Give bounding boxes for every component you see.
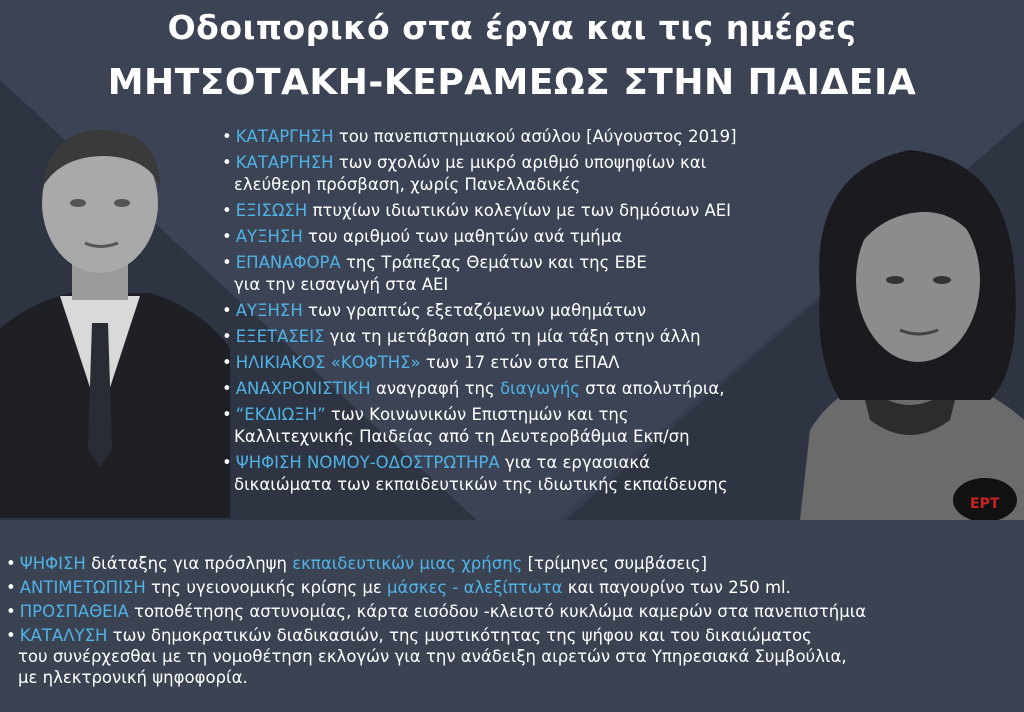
item-continuation: για την εισαγωγή στα ΑΕΙ bbox=[234, 275, 449, 294]
item-highlight: ΑΥΞΗΣΗ bbox=[235, 227, 303, 246]
item-highlight: ΕΠΑΝΑΦΟΡΑ bbox=[235, 253, 341, 272]
item-highlight: ΕΞΙΣΩΣΗ bbox=[235, 201, 308, 220]
item-text: του αριθμού των μαθητών ανά τμήμα bbox=[302, 227, 623, 246]
item-text: των 17 ετών στα ΕΠΑΛ bbox=[420, 353, 620, 372]
bullet-icon: • bbox=[222, 253, 232, 272]
list-item bbox=[6, 553, 1018, 574]
item-highlight: “ΕΚΔΙΩΞΗ” bbox=[235, 405, 326, 424]
item-text: του πανεπιστημιακού ασύλου [Αύγουστος 2019] bbox=[333, 127, 737, 146]
bottom-policy-list bbox=[6, 553, 1018, 691]
bullet-icon: • bbox=[6, 602, 16, 621]
svg-text:ΕΡΤ: ΕΡΤ bbox=[970, 496, 1000, 512]
bullet-icon: • bbox=[222, 127, 232, 146]
item-text: για τα εργασιακά bbox=[499, 453, 651, 472]
item-highlight: ΕΞΕΤΑΣΕΙΣ bbox=[235, 327, 325, 346]
item-highlight: ΑΥΞΗΣΗ bbox=[235, 301, 303, 320]
list-item bbox=[222, 300, 822, 322]
item-highlight: μάσκες - αλεξίπτωτα bbox=[387, 578, 563, 597]
list-item bbox=[222, 404, 822, 448]
item-continuation: του συνέρχεσθαι με τη νομοθέτηση εκλογών για την ανάδειξη αιρετών στα Υπηρεσιακά Συμβούλια, bbox=[18, 647, 847, 666]
woman-portrait bbox=[800, 130, 1024, 520]
bullet-icon: • bbox=[6, 554, 16, 573]
bullet-icon: • bbox=[6, 626, 16, 645]
list-item bbox=[222, 452, 822, 496]
item-text: των Κοινωνικών Επιστημών και της bbox=[325, 405, 629, 424]
list-item bbox=[6, 601, 1018, 622]
item-text: και παγουρίνο των 250 ml. bbox=[562, 578, 791, 597]
item-highlight: ΚΑΤΑΛΥΣΗ bbox=[19, 626, 108, 645]
bullet-icon: • bbox=[222, 353, 232, 372]
list-item bbox=[6, 577, 1018, 598]
item-highlight: ΚΑΤΑΡΓΗΣΗ bbox=[235, 127, 334, 146]
item-text: τοποθέτησης αστυνομίας, κάρτα εισόδου -κλειστό κυκλώμα καμερών στα πανεπιστήμια bbox=[128, 602, 867, 621]
list-item bbox=[6, 625, 1018, 688]
title-line-1: Οδοιπορικό στα έργα και τις ημέρες bbox=[167, 8, 857, 47]
man-portrait bbox=[0, 118, 230, 518]
item-text: των δημοκρατικών διαδικασιών, της μυστικότητας της ψήφου και του δικαιώματος bbox=[107, 626, 812, 645]
policy-list bbox=[222, 126, 822, 500]
item-text: της Τράπεζας Θεμάτων και της ΕΒΕ bbox=[340, 253, 647, 272]
item-text: στα απολυτήρια, bbox=[580, 379, 725, 398]
bullet-icon: • bbox=[222, 379, 232, 398]
bullet-icon: • bbox=[222, 227, 232, 246]
item-highlight: διαγωγής bbox=[499, 379, 580, 398]
list-item bbox=[222, 378, 822, 400]
bullet-icon: • bbox=[222, 153, 232, 172]
item-text: πτυχίων ιδιωτικών κολεγίων με των δημόσιων ΑΕΙ bbox=[307, 201, 732, 220]
item-text: αναγραφή της bbox=[370, 379, 500, 398]
bullet-icon: • bbox=[222, 453, 232, 472]
bullet-icon: • bbox=[222, 405, 232, 424]
item-highlight: ΨΗΦΙΣΗ ΝΟΜΟΥ-ΟΔΟΣΤΡΩΤΗΡΑ bbox=[235, 453, 500, 472]
item-text: για τη μετάβαση από τη μία τάξη στην άλλη bbox=[324, 327, 701, 346]
item-highlight: ΗΛΙΚΙΑΚΟΣ «ΚΟΦΤΗΣ» bbox=[235, 353, 421, 372]
list-item bbox=[222, 152, 822, 196]
item-text: της υγειονομικής κρίσης με bbox=[145, 578, 388, 597]
list-item bbox=[222, 352, 822, 374]
list-item bbox=[222, 200, 822, 222]
item-highlight: ΑΝΤΙΜΕΤΩΠΙΣΗ bbox=[19, 578, 146, 597]
bullet-icon: • bbox=[6, 578, 16, 597]
item-continuation: με ηλεκτρονική ψηφοφορία. bbox=[18, 668, 248, 687]
item-continuation: ελεύθερη πρόσβαση, χωρίς Πανελλαδικές bbox=[234, 175, 581, 194]
bullet-icon: • bbox=[222, 301, 232, 320]
title-line-2: ΜΗΤΣΟΤΑΚΗ-ΚΕΡΑΜΕΩΣ ΣΤΗΝ ΠΑΙΔΕΙΑ bbox=[107, 62, 917, 103]
bullet-icon: • bbox=[222, 201, 232, 220]
item-text: διάταξης για πρόσληψη bbox=[85, 554, 293, 573]
item-text: [τρίμηνες συμβάσεις] bbox=[522, 554, 708, 573]
list-item bbox=[222, 226, 822, 248]
bullet-icon: • bbox=[222, 327, 232, 346]
item-highlight: ΨΗΦΙΣΗ bbox=[19, 554, 86, 573]
item-highlight: ΠΡΟΣΠΑΘΕΙΑ bbox=[19, 602, 129, 621]
list-item bbox=[222, 326, 822, 348]
item-text: των σχολών με μικρό αριθμό υποψηφίων και bbox=[333, 153, 707, 172]
item-continuation: δικαιώματα των εκπαιδευτικών της ιδιωτικής εκπαίδευσης bbox=[234, 475, 728, 494]
item-text: των γραπτώς εξεταζόμενων μαθημάτων bbox=[302, 301, 647, 320]
item-highlight: εκπαιδευτικών μιας χρήσης bbox=[292, 554, 523, 573]
list-item bbox=[222, 126, 822, 148]
item-highlight: ΑΝΑΧΡΟΝΙΣΤΙΚΗ bbox=[235, 379, 371, 398]
list-item bbox=[222, 252, 822, 296]
item-continuation: Καλλιτεχνικής Παιδείας από τη Δευτεροβάθμια Εκπ/ση bbox=[234, 427, 690, 446]
item-highlight: ΚΑΤΑΡΓΗΣΗ bbox=[235, 153, 334, 172]
